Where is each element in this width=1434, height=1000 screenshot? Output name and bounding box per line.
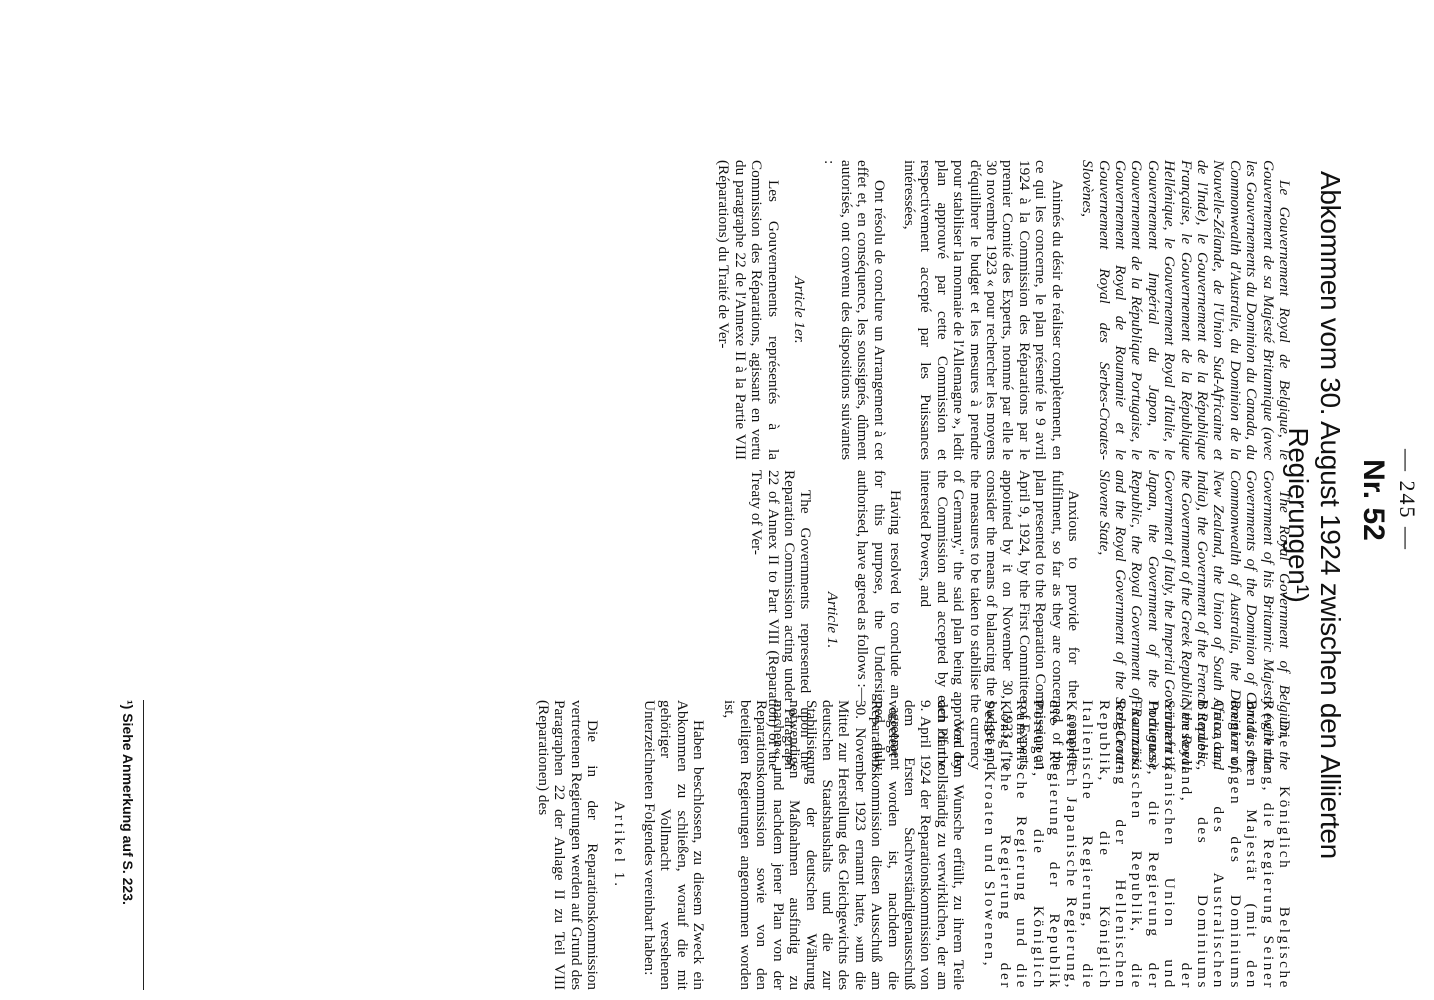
- document-title: Abkommen vom 30. August 1924 zwischen den Alliierten Regierungen¹): [1283, 171, 1346, 859]
- english-preamble: Anxious to provide for the complete fulfilment, so far as they are concerned, of the plan presented to the Reparation Commission on April 9, 1924, by the First Committee of Experts appointed by it on November 30, 1923, "to consider the means of balancing the budget and the measures to be taken to stabilise the currency of Germany," the said plan being approved by the Commission and accepted by each of the interested Powers, and: [917, 470, 1083, 770]
- document-number: Nr. 52: [1357, 459, 1390, 541]
- german-resolution: Haben beschlossen, zu diesem Zweck ein Abkommen zu schließen, worauf die mit gehöriger Vollmacht versehenen Unterzeichneten Folgendes vereinbart haben:: [640, 700, 708, 990]
- french-article-heading: Article 1er.: [791, 276, 809, 344]
- french-resolution: Ont résolu de conclure un Arrangement à cet effet et, en conséquence, les soussignés, dûment autorisés, ont convenu des dispositions suivantes :: [821, 160, 888, 460]
- footnote-rule: [143, 700, 144, 990]
- english-resolution: Having resolved to conclude an agreement for this purpose, the Undersigned, duly authorised, have agreed as follows :—: [854, 470, 905, 770]
- german-preamble: Von dem Wunsche erfüllt, zu ihrem Teile den Plan vollständig zu verwirklichen, der am 9. April 1924 der Reparationskommission von dem Ersten Sachverständigenausschuß vorgelegt worden ist, nachdem die Reparationskommission diesen Ausschuß am 30. November 1923 ernannt hatte, »um die Mittel zur Herstellung des Gleichgewichts des deutschen Staatshaushalts und die zur Stabilisierung der deutschen Währung notwendigen Maßnahmen ausfindig zu machen«, und nachdem jener Plan von der Reparationskommission sowie von den beteiligten Regierungen angenommen worden ist,: [720, 700, 968, 990]
- french-column: [701, 160, 1292, 460]
- french-preamble: Animés du désir de réaliser complètement, en ce qui les concerne, le plan présenté le 9 avril 1924 à la Commission des Réparations par le premier Comité des Experts, nommé par elle le 30 novembre 1923 « pour rechercher les moyens d'équilibrer le budget et les mesures à prendre pour stabiliser la monnaie de l'Allemagne », ledit plan approuvé par cette Commission et respectivement accepté par les Puissances intéressées,: [901, 160, 1066, 460]
- page-number: — 245 —: [1395, 449, 1420, 551]
- german-article-text: Die in der Reparationskommission vertretenen Regierungen werden auf Grund des Paragraphen 22 der Anlage II zu Teil VIII (Reparationen) des: [534, 700, 602, 990]
- footnote: ¹) Siehe Anmerkung auf S. 223.: [120, 700, 136, 905]
- french-parties: Le Gouvernement Royal de Belgique, le Gouvernement de sa Majesté Britannique (avec les Gouvernements du Dominion du Canada, du Commonwealth d'Australie, du Dominion de la Nouvelle-Zélande, de l'Union Sud-Africaine et de l'Inde), le Gouvernement de la République Française, le Gouvernement de la République Hellénique, le Gouvernement Royal d'Italie, le Gouvernement Impérial du Japon, le Gouvernement de la République Portugaise, le Gouvernement Royal de Roumanie et le Gouvernement Royal des Serbes-Croates-Slovènes,: [1079, 160, 1293, 460]
- english-article-heading: Article 1.: [823, 591, 841, 649]
- english-article-text: The Governments represented upon the Reparation Commission acting under Paragraph 22 of Annex II to Part VIII (Reparation) of the Treaty of Ver-: [748, 470, 815, 770]
- french-article-text: Les Gouvernements représentés à la Commission des Réparations, agissant en vertu du paragraphe 22 de l'Annexe II à la Partie VIII (Réparations) du Traité de Ver-: [715, 160, 782, 460]
- german-article-heading: Artikel 1.: [610, 800, 628, 890]
- german-column: [521, 700, 1292, 990]
- german-parties: Die Königlich Belgische Regierung, die Regierung Seiner Britischen Majestät (mit den Regierungen des Dominiums Canada, des Australischen Bundes, des Dominiums Neuseeland, der Südafrikanischen Union und Indiens), die Regierung der Französischen Republik, die Regierung der Hellenischen Republik, die Königlich Italienische Regierung, die Kaiserlich Japanische Regierung, die Regierung der Republik Portugal, die Königlich Rumänische Regierung und die Königliche Regierung der Serben, Kroaten und Slowenen,: [980, 700, 1293, 990]
- english-parties: The Royal Government of Belgium, the Government of his Britannic Majesty (with the Governments of the Dominion of Canada, the Commonwealth of Australia, the Dominion of New Zealand, the Union of South Africa, and India), the Government of the French Republic, the Government of the Greek Republic, the Royal Government of Italy, the Imperial Government of Japan, the Government of the Portuguese Republic, the Royal Government of Roumania and the Royal Government of the Serb-Croat-Slovene State,: [1095, 470, 1293, 770]
